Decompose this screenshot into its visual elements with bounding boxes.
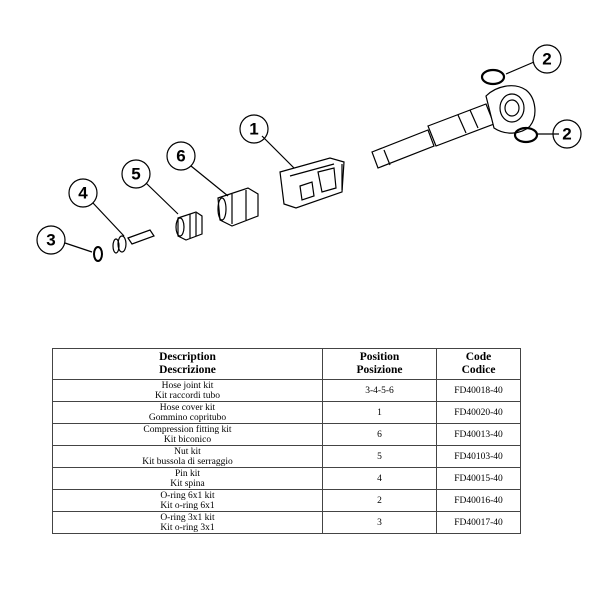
table-row: [53, 490, 521, 512]
callout-2-lower: 2: [562, 124, 572, 144]
header-code: Code Codice: [437, 349, 521, 380]
cell-position: 2: [323, 490, 437, 512]
cell-position: 3-4-5-6: [323, 380, 437, 402]
hose-cover: [280, 158, 344, 208]
cell-position: 5: [323, 446, 437, 468]
compression-nut: [218, 188, 258, 226]
cell-description: Hose joint kit Kit raccordi tubo: [53, 380, 323, 402]
cell-position: 4: [323, 468, 437, 490]
cell-code: FD40016-40: [437, 490, 521, 512]
cell-code: FD40018-40: [437, 380, 521, 402]
header-position: Position Posizione: [323, 349, 437, 380]
pin: [113, 230, 154, 253]
o-ring-lower: [515, 128, 537, 142]
table-row: [53, 380, 521, 402]
callout-5: 5: [131, 164, 141, 184]
callout-4: 4: [78, 183, 88, 203]
cell-description: Compression fitting kit Kit biconico: [53, 424, 323, 446]
o-ring-upper: [482, 70, 504, 84]
cell-description: O-ring 3x1 kit Kit o-ring 3x1: [53, 512, 323, 534]
table-row: [53, 402, 521, 424]
parts-table: [52, 348, 521, 534]
callout-1: 1: [249, 119, 259, 139]
callout-6: 6: [176, 146, 186, 166]
o-ring-small: [94, 247, 102, 261]
cell-code: FD40103-40: [437, 446, 521, 468]
cell-description: Hose cover kit Gommino copritubo: [53, 402, 323, 424]
cell-code: FD40015-40: [437, 468, 521, 490]
table-row: [53, 424, 521, 446]
callout-2-upper: 2: [542, 49, 552, 69]
cell-code: FD40020-40: [437, 402, 521, 424]
table-row: [53, 512, 521, 534]
cell-description: O-ring 6x1 kit Kit o-ring 6x1: [53, 490, 323, 512]
table-row: [53, 446, 521, 468]
table-header-row: [53, 349, 521, 380]
cell-code: FD40013-40: [437, 424, 521, 446]
cell-position: 6: [323, 424, 437, 446]
table-row: [53, 468, 521, 490]
callout-3: 3: [46, 230, 56, 250]
cell-position: 3: [323, 512, 437, 534]
cell-description: Nut kit Kit bussola di serraggio: [53, 446, 323, 468]
biconic-fitting: [176, 212, 202, 240]
cell-position: 1: [323, 402, 437, 424]
header-description: Description Descrizione: [53, 349, 323, 380]
banjo-fitting: [372, 86, 535, 168]
cell-code: FD40017-40: [437, 512, 521, 534]
cell-description: Pin kit Kit spina: [53, 468, 323, 490]
